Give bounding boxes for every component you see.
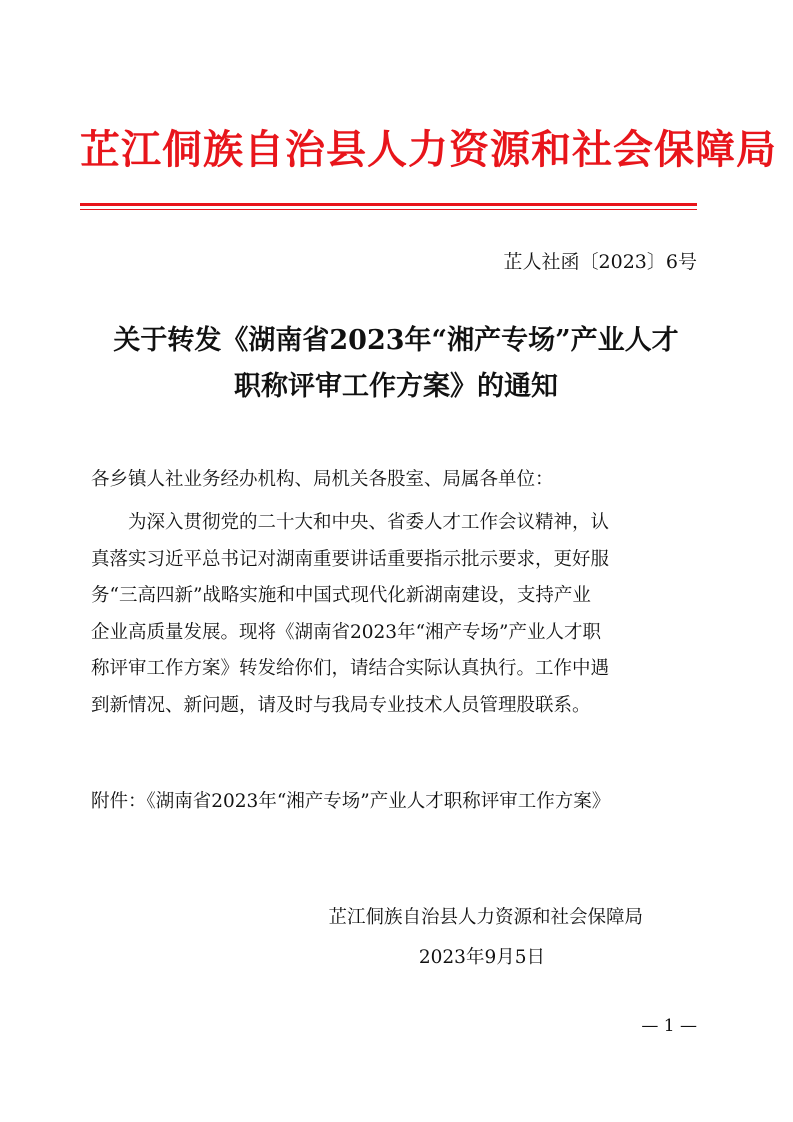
org-header-title: 芷江侗族自治县人力资源和社会保障局 [80, 127, 777, 173]
body-paragraph [91, 505, 703, 724]
document-number: 芷人社函〔2023〕6号 [503, 251, 697, 273]
body-line: 务“三高四新”战略实施和中国式现代化新湖南建设，支持产业 [91, 585, 591, 606]
document-title-line: 职称评审工作方案》的通知 [234, 371, 558, 402]
header-red-rule-thick [80, 203, 697, 206]
document-title-line: 关于转发《湖南省2023年“湘产专场”产业人才 [113, 325, 679, 356]
body-line: 为深入贯彻党的二十大和中央、省委人才工作会议精神，认 [128, 512, 610, 533]
body-line: 真落实习近平总书记对湖南重要讲话重要指示批示要求，更好服 [91, 548, 610, 570]
body-line: 到新情况、新问题，请及时与我局专业技术人员管理股联系。 [91, 694, 591, 716]
body-line: 企业高质量发展。现将《湖南省2023年“湘产专场”产业人才职 [91, 621, 601, 643]
page-number: — 1 — [641, 1016, 697, 1036]
signature-date: 2023年9月5日 [418, 947, 545, 968]
document-title [80, 318, 712, 410]
header-red-rule-thin [80, 209, 697, 210]
salutation: 各乡镇人社业务经办机构、局机关各股室、局属各单位： [91, 469, 554, 490]
attachment-line: 附件：《湖南省2023年“湘产专场”产业人才职称评审工作方案》 [91, 791, 611, 812]
body-line: 称评审工作方案》转发给你们，请结合实际认真执行。工作中遇 [91, 658, 610, 679]
signature-org: 芷江侗族自治县人力资源和社会保障局 [328, 907, 643, 928]
